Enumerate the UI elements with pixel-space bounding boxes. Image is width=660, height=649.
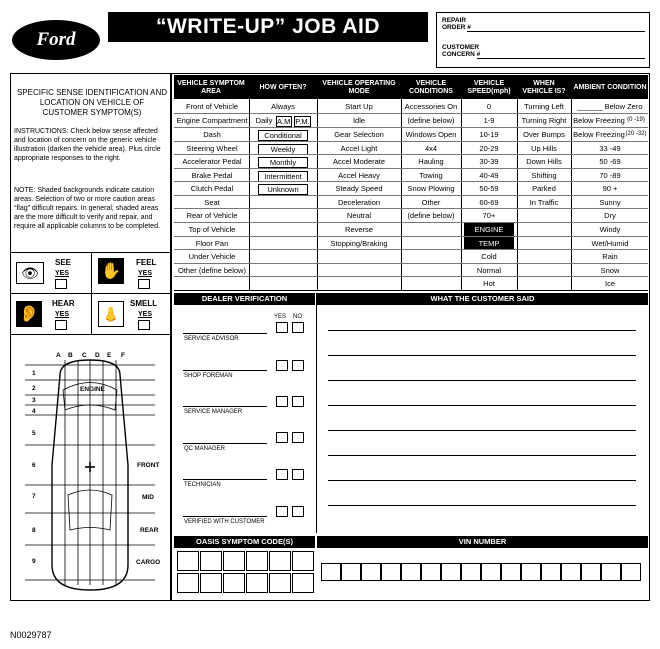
row-8: 8 xyxy=(32,527,36,534)
oasis-code-box[interactable] xyxy=(269,551,291,571)
customer-said-line[interactable] xyxy=(328,505,636,506)
advisor-no[interactable] xyxy=(292,322,304,333)
col-d: D xyxy=(95,352,100,359)
oasis-code-box[interactable] xyxy=(292,551,314,571)
when-item[interactable]: Over Bumps xyxy=(523,130,565,139)
oasis-code-box[interactable] xyxy=(177,551,199,571)
col-c: C xyxy=(82,352,87,359)
ambient-item-range: (0 -19) xyxy=(627,117,645,123)
yes-col-label: YES xyxy=(274,314,287,320)
when-item[interactable]: Parked xyxy=(532,184,556,193)
vin-digit-box[interactable] xyxy=(421,563,441,581)
vin-digit-box[interactable] xyxy=(401,563,421,581)
oasis-code-box[interactable] xyxy=(246,551,268,571)
condition-item[interactable]: Other xyxy=(421,198,441,207)
mode-item[interactable]: Deceleration xyxy=(337,198,381,207)
mode-item[interactable]: Accel Light xyxy=(340,144,378,153)
table-header xyxy=(174,75,648,99)
how-often-item[interactable]: A.M. xyxy=(277,117,293,126)
customer-said-line[interactable] xyxy=(328,330,636,331)
oasis-code-box[interactable] xyxy=(223,551,245,571)
mid-label: MID xyxy=(142,494,154,501)
row-7: 7 xyxy=(32,493,36,500)
tech-no[interactable] xyxy=(292,469,304,480)
ambient-item[interactable]: Wet/Humid xyxy=(591,239,629,248)
row-4: 4 xyxy=(32,408,36,415)
tech-yes[interactable] xyxy=(276,469,288,480)
vin-digit-box[interactable] xyxy=(521,563,541,581)
how-often-item[interactable]: Always xyxy=(271,102,295,111)
feel-label: FEEL xyxy=(136,258,157,267)
condition-item[interactable]: Hauling xyxy=(418,157,444,166)
vin-digit-box[interactable] xyxy=(481,563,501,581)
when-item[interactable]: Up Hills xyxy=(531,144,557,153)
when-item[interactable]: Shifting xyxy=(531,171,557,180)
vin-digit-box[interactable] xyxy=(461,563,481,581)
temp-item[interactable]: Hot xyxy=(483,279,495,288)
speed-item[interactable]: 0 xyxy=(486,102,492,111)
mode-item[interactable]: Gear Selection xyxy=(334,130,384,139)
when-item[interactable]: In Traffic xyxy=(529,198,559,207)
customer-concern-label-2: CONCERN # xyxy=(442,51,481,58)
customer-said-line[interactable] xyxy=(328,380,636,381)
cargo-label: CARGO xyxy=(136,559,161,566)
condition-item[interactable]: Windows Open xyxy=(405,130,457,139)
see-label: SEE xyxy=(55,258,72,267)
figure-id: N0029787 xyxy=(10,630,52,640)
ambient-item[interactable]: 70 -89 xyxy=(599,171,621,180)
customer-concern-label-1: CUSTOMER xyxy=(442,44,480,51)
temp-item[interactable]: Cold xyxy=(481,252,497,261)
rear-label: REAR xyxy=(140,527,159,534)
engine-temp-label-2: TEMP xyxy=(464,237,514,250)
oasis-code-box[interactable] xyxy=(292,573,314,593)
col-b: B xyxy=(68,352,73,359)
repair-order-line[interactable] xyxy=(467,31,645,32)
speed-item[interactable]: 20-29 xyxy=(479,144,499,153)
row-6: 6 xyxy=(32,462,36,469)
mode-item[interactable]: Idle xyxy=(352,116,366,125)
mode-item[interactable]: Stopping/Braking xyxy=(330,239,388,248)
vin-digit-box[interactable] xyxy=(561,563,581,581)
role-label: SERVICE ADVISOR xyxy=(184,336,239,342)
eye-icon: 👁 xyxy=(16,262,44,284)
mode-item[interactable]: Steady Speed xyxy=(335,184,383,193)
role-label: TECHNICIAN xyxy=(184,482,221,488)
speed-item[interactable]: 30-39 xyxy=(479,157,499,166)
when-item[interactable]: Turning Left xyxy=(524,102,564,111)
hdr-speed: VEHICLE SPEED(mph) xyxy=(467,79,511,95)
vin-header: VIN NUMBER xyxy=(317,536,648,548)
repair-order-label-1: REPAIR xyxy=(442,17,467,24)
how-often-item[interactable]: Monthly xyxy=(258,157,308,168)
oasis-code-box[interactable] xyxy=(223,573,245,593)
condition-item[interactable]: Snow Plowing xyxy=(407,184,455,193)
row-1: 1 xyxy=(32,370,36,377)
no-col-label: NO xyxy=(293,314,302,320)
vin-digit-box[interactable] xyxy=(581,563,601,581)
hear-label: HEAR xyxy=(52,299,75,308)
mode-item[interactable]: Reverse xyxy=(345,225,373,234)
qc-yes[interactable] xyxy=(276,432,288,443)
feel-checkbox[interactable] xyxy=(138,279,150,289)
qc-no[interactable] xyxy=(292,432,304,443)
oasis-code-box[interactable] xyxy=(269,573,291,593)
role-label: SERVICE MANAGER xyxy=(184,409,243,415)
see-yes: YES xyxy=(55,270,70,277)
col-a: A xyxy=(56,352,61,359)
speed-item[interactable]: 1-9 xyxy=(483,116,495,125)
smell-yes: YES xyxy=(138,311,153,318)
how-often-item[interactable]: Unknown xyxy=(258,184,308,195)
symptom-item[interactable]: Seat xyxy=(204,198,220,207)
how-often-item[interactable]: P.M. xyxy=(295,117,310,126)
oasis-code-box[interactable] xyxy=(177,573,199,593)
hdr-operating-mode: VEHICLE OPERATING MODE xyxy=(322,79,396,95)
vin-digit-box[interactable] xyxy=(341,563,361,581)
oasis-code-box[interactable] xyxy=(200,551,222,571)
how-often-item[interactable]: Intermittent xyxy=(258,171,308,182)
sense-heading: SPECIFIC SENSE IDENTIFICATION AND LOCATION ON VEHICLE OF CUSTOMER SYMPTOM(S) xyxy=(16,88,168,117)
customer-concern-line[interactable] xyxy=(477,58,645,59)
symptom-item[interactable]: Engine Compartment xyxy=(176,116,248,125)
condition-item: (define below) xyxy=(407,116,455,125)
customer-said-line[interactable] xyxy=(328,430,636,431)
role-label: SHOP FOREMAN xyxy=(184,373,233,379)
repair-order-box xyxy=(436,12,650,68)
speed-item[interactable]: 70+ xyxy=(482,211,496,220)
hdr-how-often: HOW OFTEN? xyxy=(259,83,307,91)
speed-item[interactable]: 60-69 xyxy=(479,198,499,207)
symptom-item[interactable]: Other (define below) xyxy=(178,266,246,275)
speed-item[interactable]: 50-59 xyxy=(479,184,499,193)
symptom-item[interactable]: Brake Pedal xyxy=(191,171,233,180)
logo-text: Ford xyxy=(36,29,76,50)
symptom-item[interactable]: Steering Wheel xyxy=(186,144,238,153)
ambient-item[interactable]: Rain xyxy=(602,252,618,261)
row-9: 9 xyxy=(32,558,36,565)
how-often-item[interactable]: Daily xyxy=(255,116,273,125)
foreman-no[interactable] xyxy=(292,360,304,371)
when-item[interactable]: Down Hills xyxy=(526,157,562,166)
mode-item[interactable]: Accel Heavy xyxy=(338,171,380,180)
vin-digit-box[interactable] xyxy=(321,563,341,581)
condition-item[interactable]: 4x4 xyxy=(424,144,438,153)
nose-icon: 👃 xyxy=(98,301,124,327)
manager-no[interactable] xyxy=(292,396,304,407)
vin-digit-box[interactable] xyxy=(541,563,561,581)
vin-digit-box[interactable] xyxy=(621,563,641,581)
ambient-item[interactable]: Below Freezing xyxy=(573,130,625,139)
hand-icon: ✋ xyxy=(98,258,124,284)
verified-no[interactable] xyxy=(292,506,304,517)
ambient-item[interactable]: 50 -69 xyxy=(599,157,621,166)
condition-item[interactable]: Accessories On xyxy=(404,102,458,111)
ambient-item[interactable]: Dry xyxy=(604,211,616,220)
hdr-conditions: VEHICLE CONDITIONS xyxy=(409,79,453,95)
oasis-header: OASIS SYMPTOM CODE(S) xyxy=(174,536,315,548)
role-label: VERIFIED WITH CUSTOMER xyxy=(184,519,265,525)
oasis-code-box[interactable] xyxy=(246,573,268,593)
customer-said-line[interactable] xyxy=(328,455,636,456)
role-label: QC MANAGER xyxy=(184,446,226,452)
symptom-item[interactable]: Accelerator Pedal xyxy=(182,157,242,166)
hear-yes: YES xyxy=(55,311,70,318)
symptom-item[interactable]: Front of Vehicle xyxy=(185,102,239,111)
col-f: F xyxy=(121,352,125,359)
dealer-verification-header: DEALER VERIFICATION xyxy=(174,293,315,305)
vin-digit-box[interactable] xyxy=(441,563,461,581)
ford-logo xyxy=(12,20,100,60)
ambient-item[interactable]: 33 -49 xyxy=(599,144,621,153)
hdr-when: WHEN VEHICLE IS? xyxy=(522,79,566,95)
repair-order-label-2: ORDER # xyxy=(442,24,471,31)
vin-digit-box[interactable] xyxy=(601,563,621,581)
advisor-yes[interactable] xyxy=(276,322,288,333)
oasis-code-box[interactable] xyxy=(200,573,222,593)
verified-yes[interactable] xyxy=(276,506,288,517)
speed-item[interactable]: 10-19 xyxy=(479,130,499,139)
how-often-item[interactable]: Conditional xyxy=(258,130,308,141)
symptom-item[interactable]: Clutch Pedal xyxy=(190,184,234,193)
ambient-item[interactable]: Snow xyxy=(600,266,620,275)
note: NOTE: Shaded backgrounds indicate caution areas. Selection of two or more caution areas “flag” difficult repairs. In general, shaded areas are the more difficult to verify and repair, and require all applicable columns to be completed. xyxy=(14,187,160,230)
customer-said-line[interactable] xyxy=(328,405,636,406)
vin-digit-box[interactable] xyxy=(361,563,381,581)
ambient-item-range: (20 -32) xyxy=(625,131,647,137)
ambient-item[interactable]: 90 + xyxy=(602,184,618,193)
customer-said-line[interactable] xyxy=(328,480,636,481)
ear-icon: 👂 xyxy=(16,301,42,327)
condition-item[interactable]: Towing xyxy=(419,171,443,180)
symptom-item[interactable]: Floor Pan xyxy=(195,239,229,248)
smell-checkbox[interactable] xyxy=(138,320,150,330)
engine-label: ENGINE xyxy=(80,386,105,393)
vin-digit-box[interactable] xyxy=(381,563,401,581)
foreman-yes[interactable] xyxy=(276,360,288,371)
symptom-item[interactable]: Rear of Vehicle xyxy=(186,211,238,220)
temp-item[interactable]: Normal xyxy=(476,266,502,275)
hdr-ambient: AMBIENT CONDITION xyxy=(573,83,647,91)
ambient-item[interactable]: Windy xyxy=(599,225,621,234)
hdr-symptom-area: VEHICLE SYMPTOM AREA xyxy=(177,79,245,95)
customer-said-header: WHAT THE CUSTOMER SAID xyxy=(317,293,648,305)
customer-said-line[interactable] xyxy=(328,355,636,356)
when-item[interactable]: Turning Right xyxy=(521,116,567,125)
symptom-item[interactable]: Under Vehicle xyxy=(188,252,236,261)
instructions: INSTRUCTIONS: Check below sense affected and location of concern on the generic vehicle illustration (darken the vehicle area). Plus circle appropriate responses to the right. xyxy=(14,128,161,162)
ambient-item[interactable]: Below Freezing xyxy=(573,116,625,125)
symptom-item[interactable]: Top of Vehicle xyxy=(188,225,236,234)
see-checkbox[interactable] xyxy=(55,279,67,289)
how-often-item[interactable]: Weekly xyxy=(258,144,308,155)
hear-checkbox[interactable] xyxy=(55,320,67,330)
mode-item[interactable]: Start Up xyxy=(345,102,373,111)
row-5: 5 xyxy=(32,430,36,437)
vin-digit-box[interactable] xyxy=(501,563,521,581)
front-label: FRONT xyxy=(137,462,160,469)
mode-item[interactable]: Accel Moderate xyxy=(332,157,386,166)
smell-label: SMELL xyxy=(130,299,158,308)
feel-yes: YES xyxy=(138,270,153,277)
condition-item: (define below) xyxy=(407,211,455,220)
speed-item[interactable]: 40-49 xyxy=(479,171,499,180)
symptom-item[interactable]: Dash xyxy=(203,130,221,139)
ambient-item[interactable]: Ice xyxy=(604,279,615,288)
ambient-item[interactable]: ______ Below Zero xyxy=(577,102,643,111)
engine-temp-label-1: ENGINE xyxy=(464,223,514,237)
page-title: “WRITE-UP” JOB AID xyxy=(108,12,428,42)
ambient-item[interactable]: Sunny xyxy=(599,198,621,207)
manager-yes[interactable] xyxy=(276,396,288,407)
row-2: 2 xyxy=(32,385,36,392)
mode-item[interactable]: Neutral xyxy=(346,211,372,220)
row-3: 3 xyxy=(32,397,36,404)
col-e: E xyxy=(107,352,112,359)
